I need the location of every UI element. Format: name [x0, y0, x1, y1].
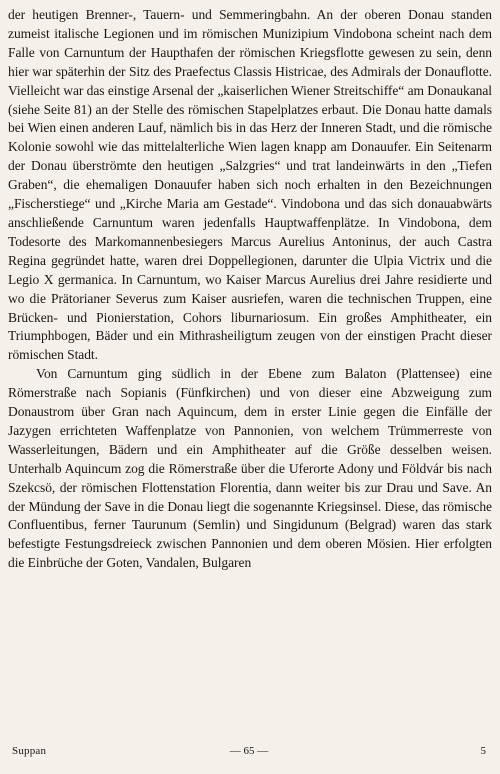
page-footer: [12, 745, 486, 763]
paragraph-2: Von Carnuntum ging südlich in der Ebene zum Balaton (Plattensee) eine Römerstraße nach Sopianis (Fünfkirchen) und von dieser eine Abzweigung zum Donaustrom über Gran nach Aquincum, dem in erster Linie gegen die Einfälle der Jazygen errichteten Waffenplatze von Pannonien, von welchem Trümmerreste von Wasserleitungen, Bädern und ein Amphitheater auf die Größe desselben weisen. Unterhalb Aquincum zog die Römerstraße über die Uferorte Adony und Földvár bis nach Szekcsö, der römischen Flottenstation Florentia, dann weiter bis zur Drau und Save. An der Mündung der Save in die Donau liegt die sogenannte Kriegsinsel. Diese, das römische Confluentibus, ferner Taurunum (Semlin) und Singidunum (Belgrad) waren das stark befestigte Festungsdreieck zwischen Pannonien und dem oberen Mösien. Hier erfolgten die Einbrüche der Goten, Vandalen, Bulgaren: [8, 366, 492, 571]
footer-author: Suppan: [12, 745, 47, 757]
body-text: [8, 6, 492, 573]
footer-page-number: — 65 —: [229, 745, 269, 757]
paragraph-1: der heutigen Brenner-, Tauern- und Semmeringbahn. An der oberen Donau standen zumeist italische Legionen und im römischen Munizipium Vindobona scheint nach dem Falle von Carnuntum der Haupthafen der römischen Kriegsflotte gewesen zu sein, denn hier war späterhin der Sitz des Praefectus Classis Histricae, des Admirals der Donauflotte. Vielleicht war das einstige Arsenal der „kaiserlichen Wiener Streitschiffe“ am Donaukanal (siehe Seite 81) an der Stelle des römischen Stapelplatzes erbaut. Die Donau hatte damals bei Wien einen anderen Lauf, nämlich bis in das Herz der Inneren Stadt, und die römische Kolonie sowohl wie das mittelalterliche Wien lagen knapp am Donauufer. Ein Seitenarm der Donau überströmte den heutigen „Salzgries“ und trat landeinwärts in den „Tiefen Graben“, die ehemaligen Donauufer haben sich noch erhalten in den Bezeichnungen „Fischerstiege“ und „Kirche Maria am Gestade“. Vindobona und das sich donauabwärts anschließende Carnuntum waren jedenfalls Hauptwaffenplätze. In Vindobona, dem Todesorte des Markomannenbesiegers Marcus Aurelius Antoninus, der auch Castra Regina gegründet hatte, waren drei Doppellegionen, darunter die Ulpia Victrix und die Legio X germanica. In Carnuntum, wo Kaiser Marcus Aurelius drei Jahre residierte und wo die Prätorianer Severus zum Kaiser ausriefen, waren die technischen Truppen, eine Brücken- und Pionierstation, Cohors liburnariosum. Ein großes Amphitheater, ein Triumphbogen, Bäder und ein Mithrasheiligtum zeugen von der einstigen Pracht dieser römischen Stadt.: [8, 7, 493, 363]
footer-sheet-number: 5: [480, 745, 486, 757]
